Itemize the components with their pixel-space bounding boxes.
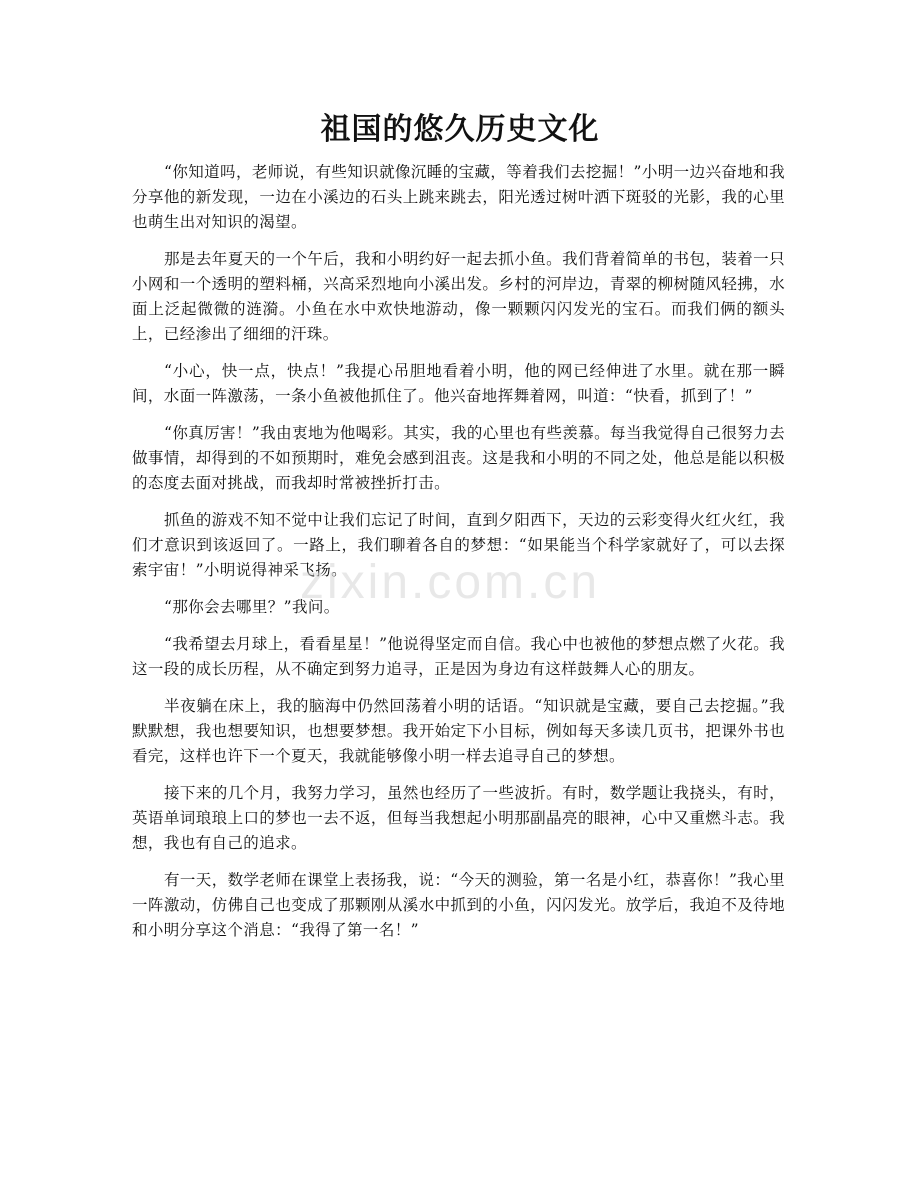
paragraph: “那你会去哪里？”我问。	[164, 598, 340, 616]
paragraph: 抓鱼的游戏不知不觉中让我们忘记了时间，直到夕阳西下，天边的云彩变得火红火红，我们才意识到该返回了。一路上，我们聊着各自的梦想：“如果能当个科学家就好了，可以去探索宇宙！”小明说得神采飞扬。	[132, 511, 785, 579]
paragraph: “小心，快一点，快点！”我提心吊胆地看着小明，他的网已经伸进了水里。就在那一瞬间，水面一阵激荡，一条小鱼被他抓住了。他兴奋地挥舞着网，叫道：“快看，抓到了！”	[132, 362, 785, 405]
paragraph: 半夜躺在床上，我的脑海中仍然回荡着小明的话语。“知识就是宝藏，要自己去挖掘。”我默默想，我也想要知识，也想要梦想。我开始定下小目标，例如每天多读几页书，把课外书也看完，这样也许下一个夏天，我就能够像小明一样去追寻自己的梦想。	[132, 697, 785, 765]
paragraph: “你知道吗，老师说，有些知识就像沉睡的宝藏，等着我们去挖掘！”小明一边兴奋地和我分享他的新发现，一边在小溪边的石头上跳来跳去，阳光透过树叶洒下斑驳的光影，我的心里也萌生出对知识的渴望。	[132, 163, 785, 231]
document-title: 祖国的悠久历史文化	[320, 112, 600, 147]
paragraph: “我希望去月球上，看看星星！”他说得坚定而自信。我心中也被他的梦想点燃了火花。我这一段的成长历程，从不确定到努力追寻，正是因为身边有这样鼓舞人心的朋友。	[132, 635, 785, 678]
watermark: zixin.com.cn	[300, 556, 601, 609]
paragraph: 接下来的几个月，我努力学习，虽然也经历了一些波折。有时，数学题让我挠头，有时，英语单词琅琅上口的梦也一去不返，但每当我想起小明那副晶亮的眼神，心中又重燃斗志。我想，我也有自己的追求。	[132, 784, 785, 852]
paragraph: 有一天，数学老师在课堂上表扬我，说：“今天的测验，第一名是小红，恭喜你！”我心里一阵激动，仿佛自己也变成了那颗刚从溪水中抓到的小鱼，闪闪发光。放学后，我迫不及待地和小明分享这个消息：“我得了第一名！”	[132, 871, 785, 939]
paragraph: “你真厉害！”我由衷地为他喝彩。其实，我的心里也有些羡慕。每当我觉得自己很努力去做事情，却得到的不如预期时，难免会感到沮丧。这是我和小明的不同之处，他总是能以积极的态度去面对挑战，而我却时常被挫折打击。	[132, 424, 785, 492]
paragraph: 那是去年夏天的一个午后，我和小明约好一起去抓小鱼。我们背着简单的书包，装着一只小网和一个透明的塑料桶，兴高采烈地向小溪出发。乡村的河岸边，青翠的柳树随风轻拂，水面上泛起微微的涟漪。小鱼在水中欢快地游动，像一颗颗闪闪发光的宝石。而我们俩的额头上，已经渗出了细细的汗珠。	[132, 250, 785, 343]
document-body	[132, 160, 785, 955]
